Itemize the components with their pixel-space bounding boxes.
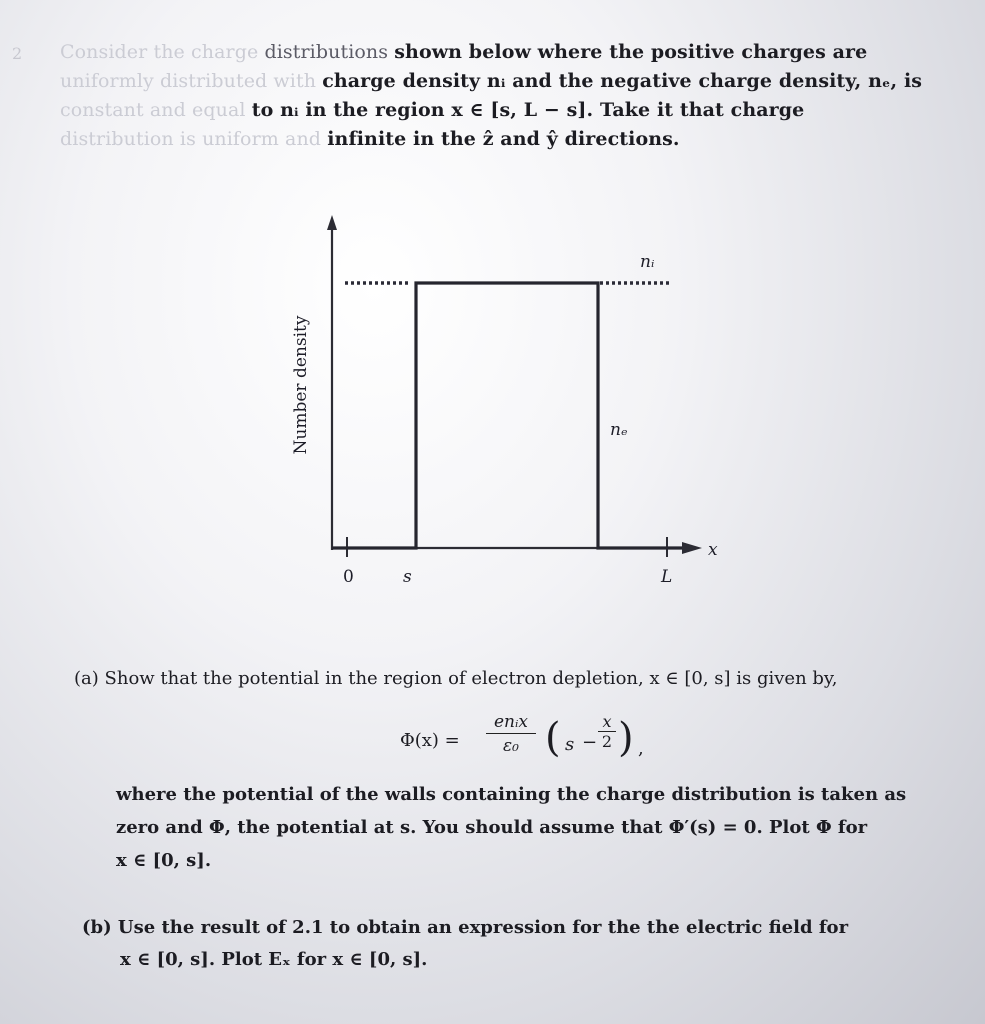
part-a-text: Show that the potential in the region of electron depletion, x ∈ [0, s] is given by, — [104, 668, 838, 689]
ni-label: nᵢ — [640, 252, 655, 272]
part-a-line-3: x ∈ [0, s]. — [116, 850, 212, 871]
equation-open-paren: ( — [545, 715, 561, 761]
x-axis-label: x — [708, 540, 718, 560]
part-a-label: (a) — [74, 668, 99, 689]
equation-minus: − — [582, 732, 598, 753]
equation-denominator: ε₀ — [503, 736, 519, 756]
question-number: 2 — [12, 44, 23, 63]
equation-half-numerator: x — [598, 712, 616, 732]
charge-distribution-plot — [270, 205, 730, 595]
part-a-question — [74, 668, 837, 689]
part-b-question — [82, 912, 848, 976]
equation-lhs: Φ(x) = — [400, 730, 460, 751]
intro-line-3: constant and equal to nᵢ in the region x ∈ [s, L − s]. Take it that charge — [60, 99, 805, 121]
equation-close-paren: ) — [618, 715, 634, 761]
part-a-line-1: where the potential of the walls containing the charge distribution is taken as — [116, 784, 907, 805]
charge-distribution-figure — [270, 205, 730, 595]
tick-label-L: L — [661, 567, 673, 587]
part-b-text-1: Use the result of 2.1 to obtain an expression for the the electric field for — [117, 917, 849, 938]
y-axis-label: Number density — [291, 315, 311, 455]
intro-line-2: uniformly distributed with charge density nᵢ and the negative charge density, nₑ, is — [60, 70, 923, 92]
ne-step-curve — [332, 283, 682, 548]
ne-label: nₑ — [610, 420, 628, 440]
equation-half-fraction — [598, 712, 616, 751]
part-b-line-2: x ∈ [0, s]. Plot Eₓ for x ∈ [0, s]. — [120, 949, 428, 970]
equation-numerator: enᵢx — [486, 712, 536, 734]
tick-label-s: s — [403, 567, 412, 587]
part-a-line-2: zero and Φ, the potential at s. You should assume that Φ′(s) = 0. Plot Φ for — [116, 817, 868, 838]
y-axis-arrowhead — [327, 215, 337, 230]
equation-end: , — [638, 738, 644, 759]
x-axis-arrowhead — [682, 542, 702, 554]
part-b-line-1 — [82, 912, 848, 944]
equation-half-denominator: 2 — [601, 732, 613, 751]
equation-fraction — [486, 712, 536, 756]
part-b-label: (b) — [82, 917, 112, 938]
intro-line-1: Consider the charge distributions shown below where the positive charges are — [60, 41, 868, 63]
equation-s: s — [565, 734, 575, 755]
tick-label-0: 0 — [343, 567, 354, 587]
intro-paragraph — [60, 38, 960, 154]
intro-line-4: distribution is uniform and infinite in the ẑ and ŷ directions. — [60, 128, 680, 150]
part-a-continuation — [116, 778, 906, 877]
